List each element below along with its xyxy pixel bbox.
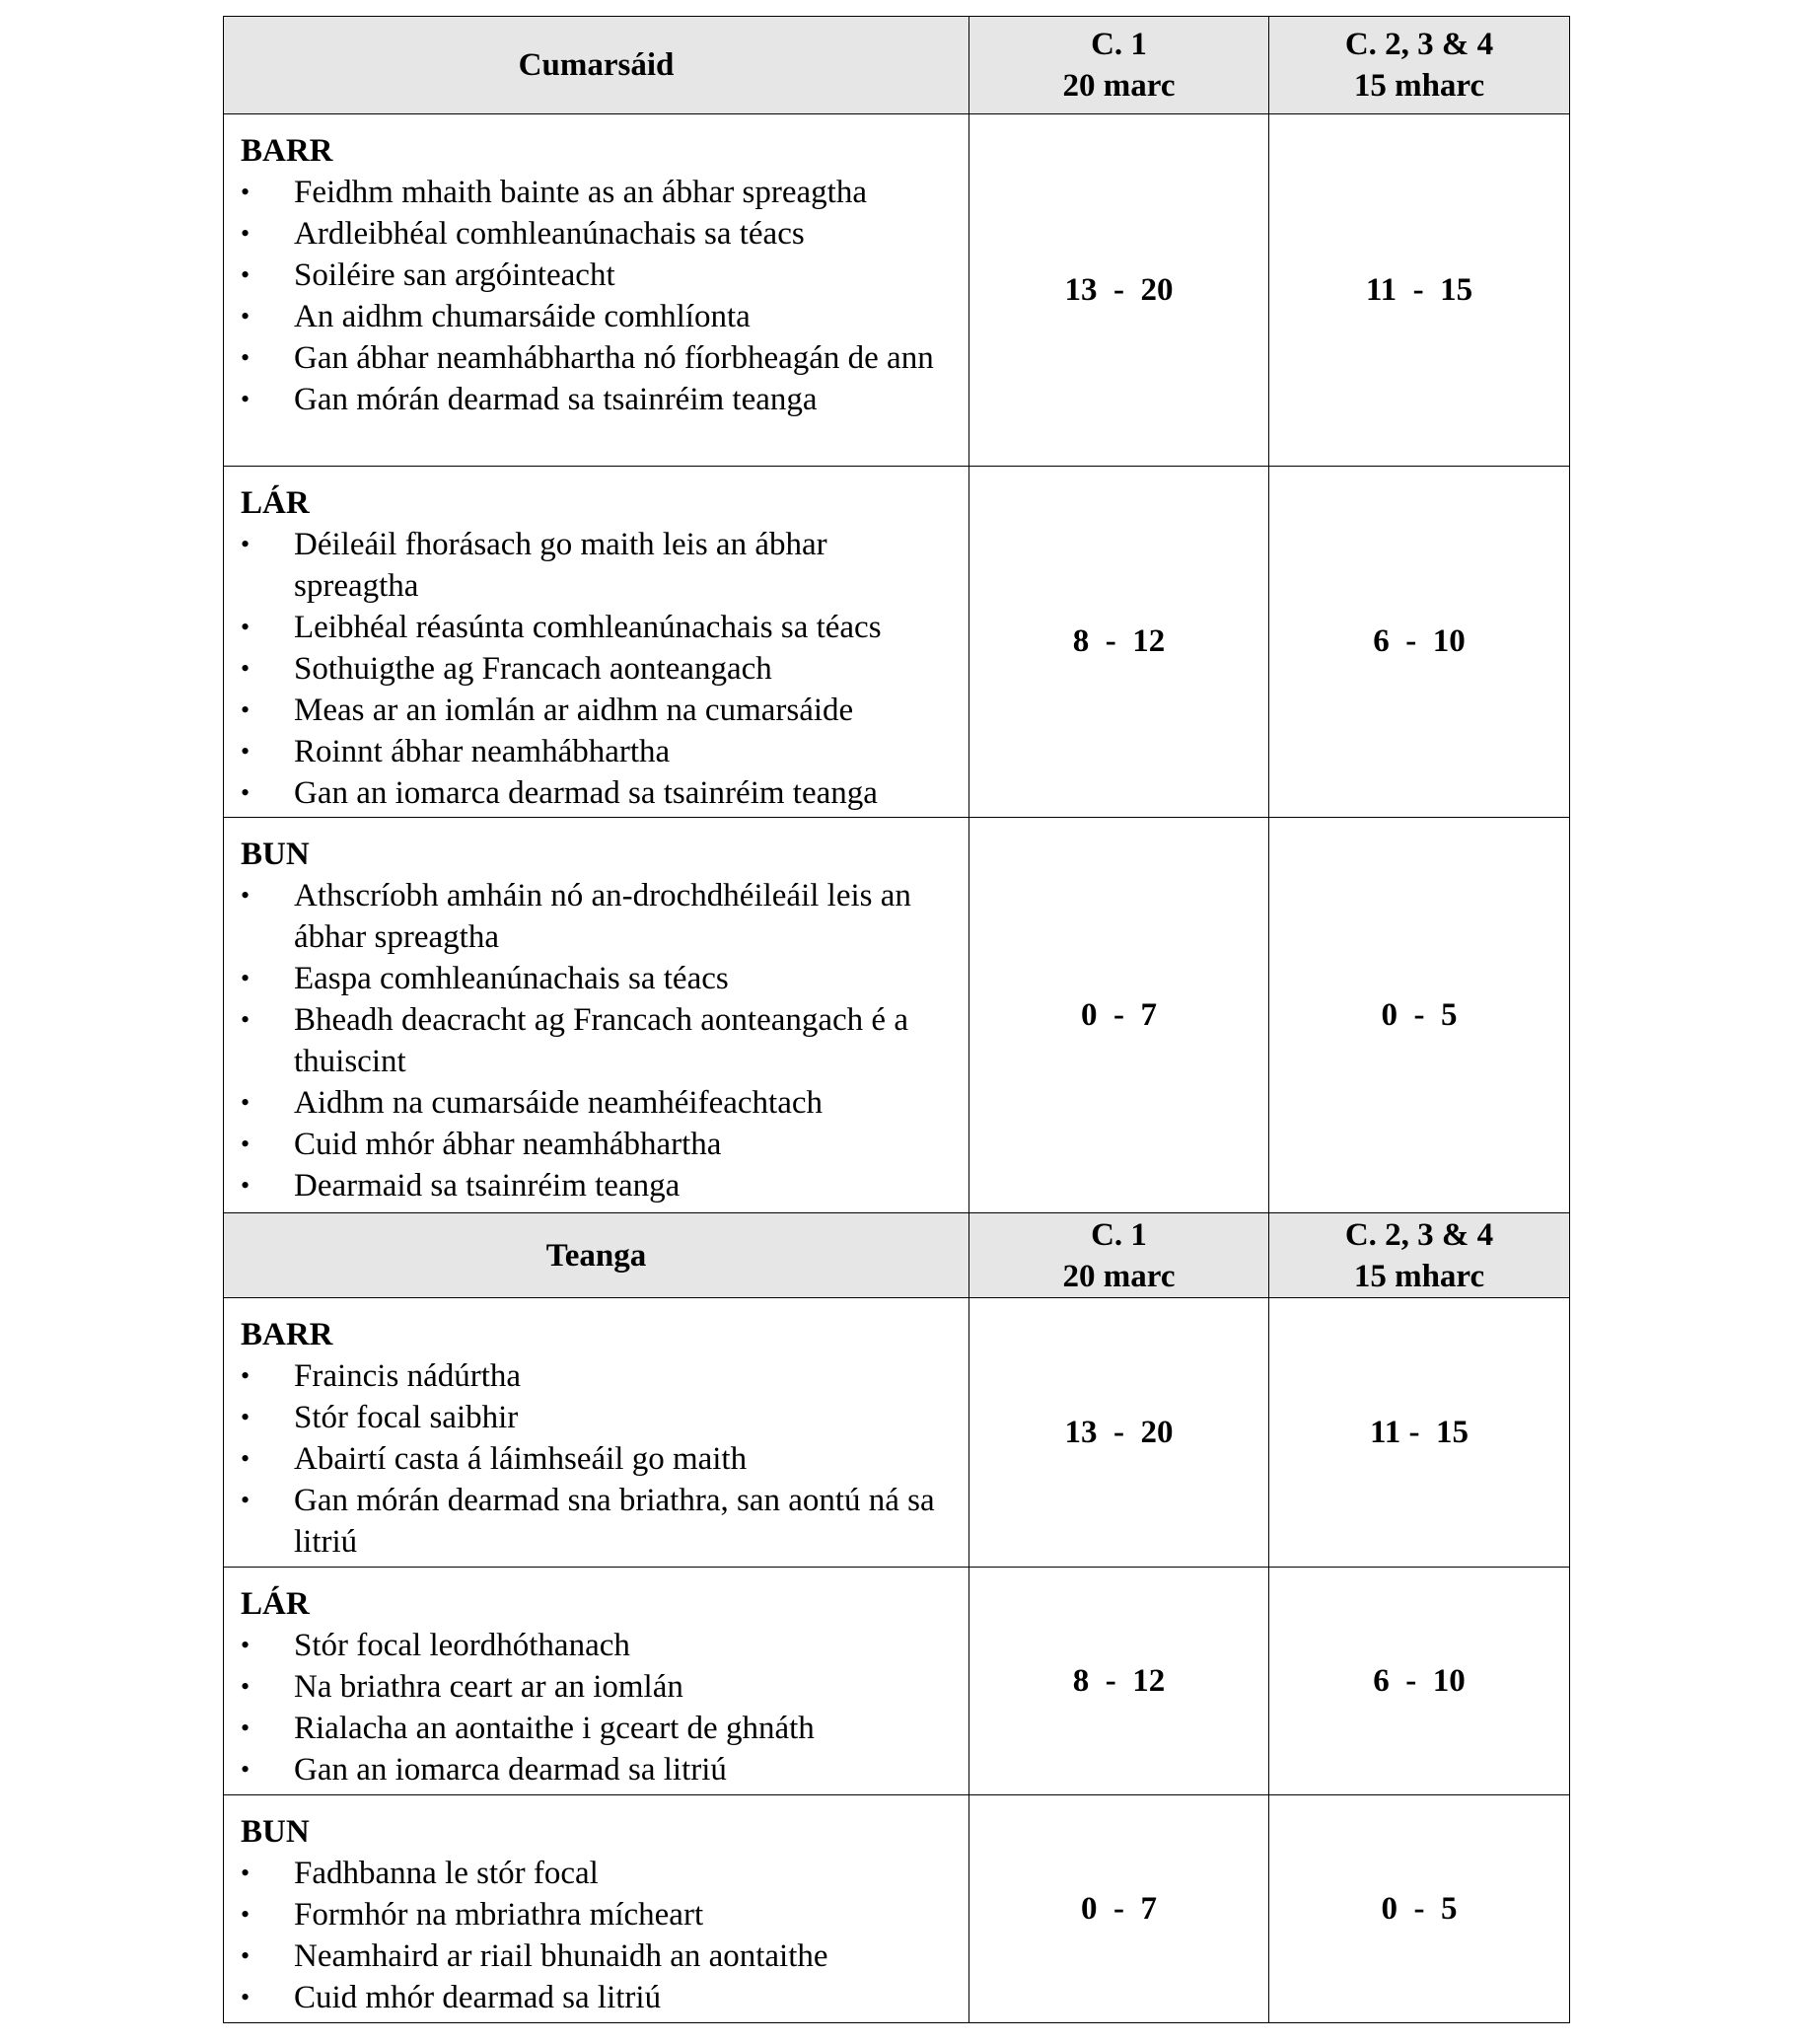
criterion: • Bheadh deacracht ag Francach aonteangach é a thuiscint [241,999,951,1082]
section-title: Teanga [224,1213,969,1298]
mark-range-q234: 11 - 15 [1269,1298,1570,1568]
criterion: • Sothuigthe ag Francach aonteangach [241,648,951,690]
mark-range-q1: 8 - 12 [969,1568,1269,1795]
criterion: • Cuid mhór ábhar neamhábhartha [241,1124,951,1165]
criterion: • Stór focal leordhóthanach [241,1625,951,1666]
col2-header-line2: 15 mharc [1353,68,1485,104]
band-description [224,1568,969,1795]
section-header-row [224,17,1570,114]
col1-header-line2: 20 marc [1062,1258,1176,1294]
col2-header [1269,1213,1570,1298]
criterion: • Meas ar an iomlán ar aidhm na cumarsáide [241,690,951,731]
col1-header-line1: C. 1 [1091,1216,1147,1253]
band-name: BUN [241,1814,310,1850]
band-row [224,114,1570,467]
criteria-list [241,875,951,1206]
criterion: • Soiléire san argóinteacht [241,255,951,296]
criterion: • Stór focal saibhir [241,1397,951,1438]
mark-range-q234: 6 - 10 [1269,1568,1570,1795]
criteria-list [241,1853,951,2018]
mark-range-q234: 0 - 5 [1269,1795,1570,2023]
col2-header-line1: C. 2, 3 & 4 [1344,1216,1494,1253]
col1-header-line1: C. 1 [1091,27,1147,62]
section-header-row [224,1213,1570,1298]
criterion: • Abairtí casta á láimhseáil go maith [241,1438,951,1480]
criterion: • Dearmaid sa tsainréim teanga [241,1165,951,1206]
criterion: • Feidhm mhaith bainte as an ábhar spreagtha [241,172,951,213]
col2-header-line2: 15 mharc [1353,1258,1485,1294]
criterion: • Cuid mhór dearmad sa litriú [241,1977,951,2018]
col2-header [1269,17,1570,114]
criterion: • Rialacha an aontaithe i gceart de ghnáth [241,1708,951,1749]
criterion: • Gan mórán dearmad sna briathra, san aontú ná sa litriú [241,1480,951,1563]
mark-range-q1: 13 - 20 [969,1298,1269,1568]
band-row [224,818,1570,1213]
criteria-list [241,172,951,420]
band-name: BARR [241,1317,333,1352]
section-title: Cumarsáid [224,17,969,114]
mark-range-q1: 8 - 12 [969,467,1269,818]
mark-range-q1: 13 - 20 [969,114,1269,467]
col1-header-line2: 20 marc [1062,68,1176,104]
mark-range-q1: 0 - 7 [969,1795,1269,2023]
criterion: • Aidhm na cumarsáide neamhéifeachtach [241,1082,951,1124]
col2-header-line1: C. 2, 3 & 4 [1344,27,1494,62]
band-description [224,114,969,467]
criterion: • Athscríobh amháin nó an-drochdhéileáil leis an ábhar spreagtha [241,875,951,958]
mark-range-q234: 11 - 15 [1269,114,1570,467]
criterion: • Roinnt ábhar neamhábhartha [241,731,951,772]
criteria-list [241,1355,951,1563]
criteria-list [241,524,951,814]
band-name: BUN [241,837,310,872]
band-name: LÁR [241,1586,310,1622]
criterion: • Gan an iomarca dearmad sa litriú [241,1749,951,1790]
band-row [224,1795,1570,2023]
col1-header [969,1213,1269,1298]
criterion: • Formhór na mbriathra mícheart [241,1894,951,1935]
criterion: • Leibhéal réasúnta comhleanúnachais sa téacs [241,607,951,648]
band-row [224,467,1570,818]
band-name: BARR [241,133,333,169]
band-row [224,1568,1570,1795]
criterion: • An aidhm chumarsáide comhlíonta [241,296,951,337]
mark-range-q1: 0 - 7 [969,818,1269,1213]
band-description [224,1298,969,1568]
mark-range-q234: 6 - 10 [1269,467,1570,818]
band-description [224,467,969,818]
criterion: • Ardleibhéal comhleanúnachais sa téacs [241,213,951,255]
band-name: LÁR [241,485,310,521]
criterion: • Déileáil fhorásach go maith leis an ábhar spreagtha [241,524,951,607]
criterion: • Fadhbanna le stór focal [241,1853,951,1894]
criterion: • Fraincis nádúrtha [241,1355,951,1397]
criterion: • Gan an iomarca dearmad sa tsainréim teanga [241,772,951,814]
criterion: • Gan ábhar neamhábhartha nó fíorbheagán de ann [241,337,951,379]
marking-rubric-table [223,16,1570,2023]
criterion: • Gan mórán dearmad sa tsainréim teanga [241,379,951,420]
band-description [224,818,969,1213]
criteria-list [241,1625,951,1790]
col1-header [969,17,1269,114]
criterion: • Easpa comhleanúnachais sa téacs [241,958,951,999]
band-row [224,1298,1570,1568]
criterion: • Na briathra ceart ar an iomlán [241,1666,951,1708]
mark-range-q234: 0 - 5 [1269,818,1570,1213]
band-description [224,1795,969,2023]
criterion: • Neamhaird ar riail bhunaidh an aontaithe [241,1935,951,1977]
